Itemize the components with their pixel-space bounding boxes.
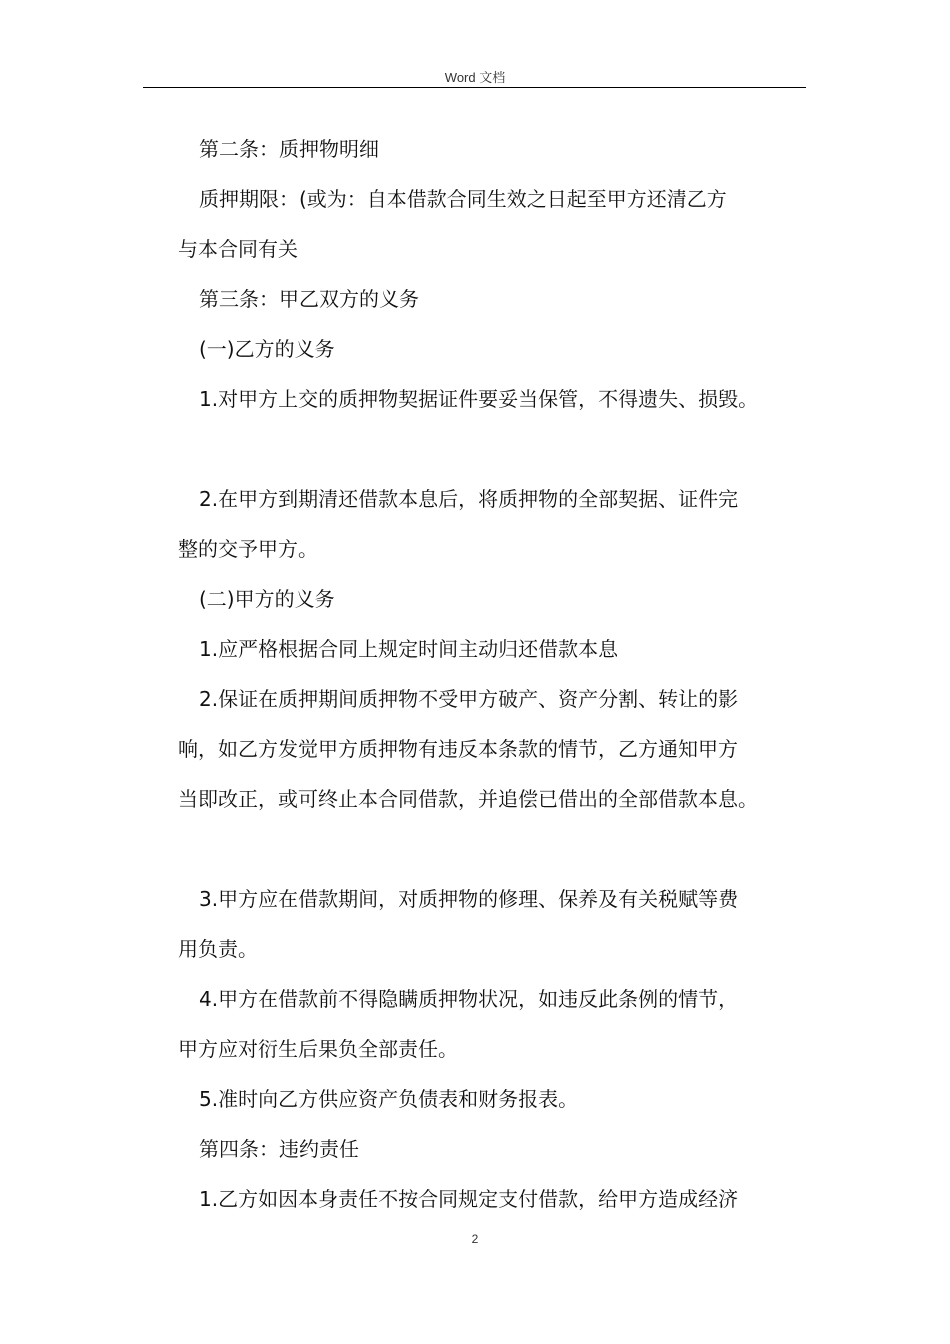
- text-line: 甲方应对衍生后果负全部责任。: [178, 1037, 458, 1061]
- text-line: 2.保证在质押期间质押物不受甲方破产、资产分割、转让的影: [199, 687, 739, 711]
- text-line: 质押期限：(或为：自本借款合同生效之日起至甲方还清乙方: [199, 187, 727, 211]
- text-line: 整的交予甲方。: [178, 537, 318, 561]
- text-line: 5.准时向乙方供应资产负债表和财务报表。: [199, 1087, 579, 1111]
- text-line: 第三条：甲乙双方的义务: [199, 287, 419, 311]
- text-line: 用负责。: [178, 937, 258, 961]
- header-rule: [143, 87, 806, 88]
- blank-line: [178, 424, 818, 474]
- text-line: 1.乙方如因本身责任不按合同规定支付借款，给甲方造成经济: [199, 1187, 739, 1211]
- text-line: 响，如乙方发觉甲方质押物有违反本条款的情节，乙方通知甲方: [178, 737, 738, 761]
- text-line: 第二条：质押物明细: [199, 137, 379, 161]
- text-line: 当即改正，或可终止本合同借款，并追偿已借出的全部借款本息。: [178, 787, 758, 811]
- text-line: 3.甲方应在借款期间，对质押物的修理、保养及有关税赋等费: [199, 887, 739, 911]
- blank-line: [178, 824, 818, 874]
- document-body: [178, 124, 818, 1224]
- text-line: 1.对甲方上交的质押物契据证件要妥当保管，不得遗失、损毁。: [199, 387, 759, 411]
- text-line: 4.甲方在借款前不得隐瞒质押物状况，如违反此条例的情节，: [199, 987, 739, 1011]
- text-line: (二)甲方的义务: [199, 587, 335, 611]
- text-line: 第四条：违约责任: [199, 1137, 359, 1161]
- text-line: 与本合同有关: [178, 237, 298, 261]
- page-number: 2: [471, 1232, 479, 1246]
- text-line: (一)乙方的义务: [199, 337, 335, 361]
- page-header-title: Word 文档: [444, 70, 506, 85]
- text-line: 1.应严格根据合同上规定时间主动归还借款本息: [199, 637, 619, 661]
- text-line: 2.在甲方到期清还借款本息后，将质押物的全部契据、证件完: [199, 487, 739, 511]
